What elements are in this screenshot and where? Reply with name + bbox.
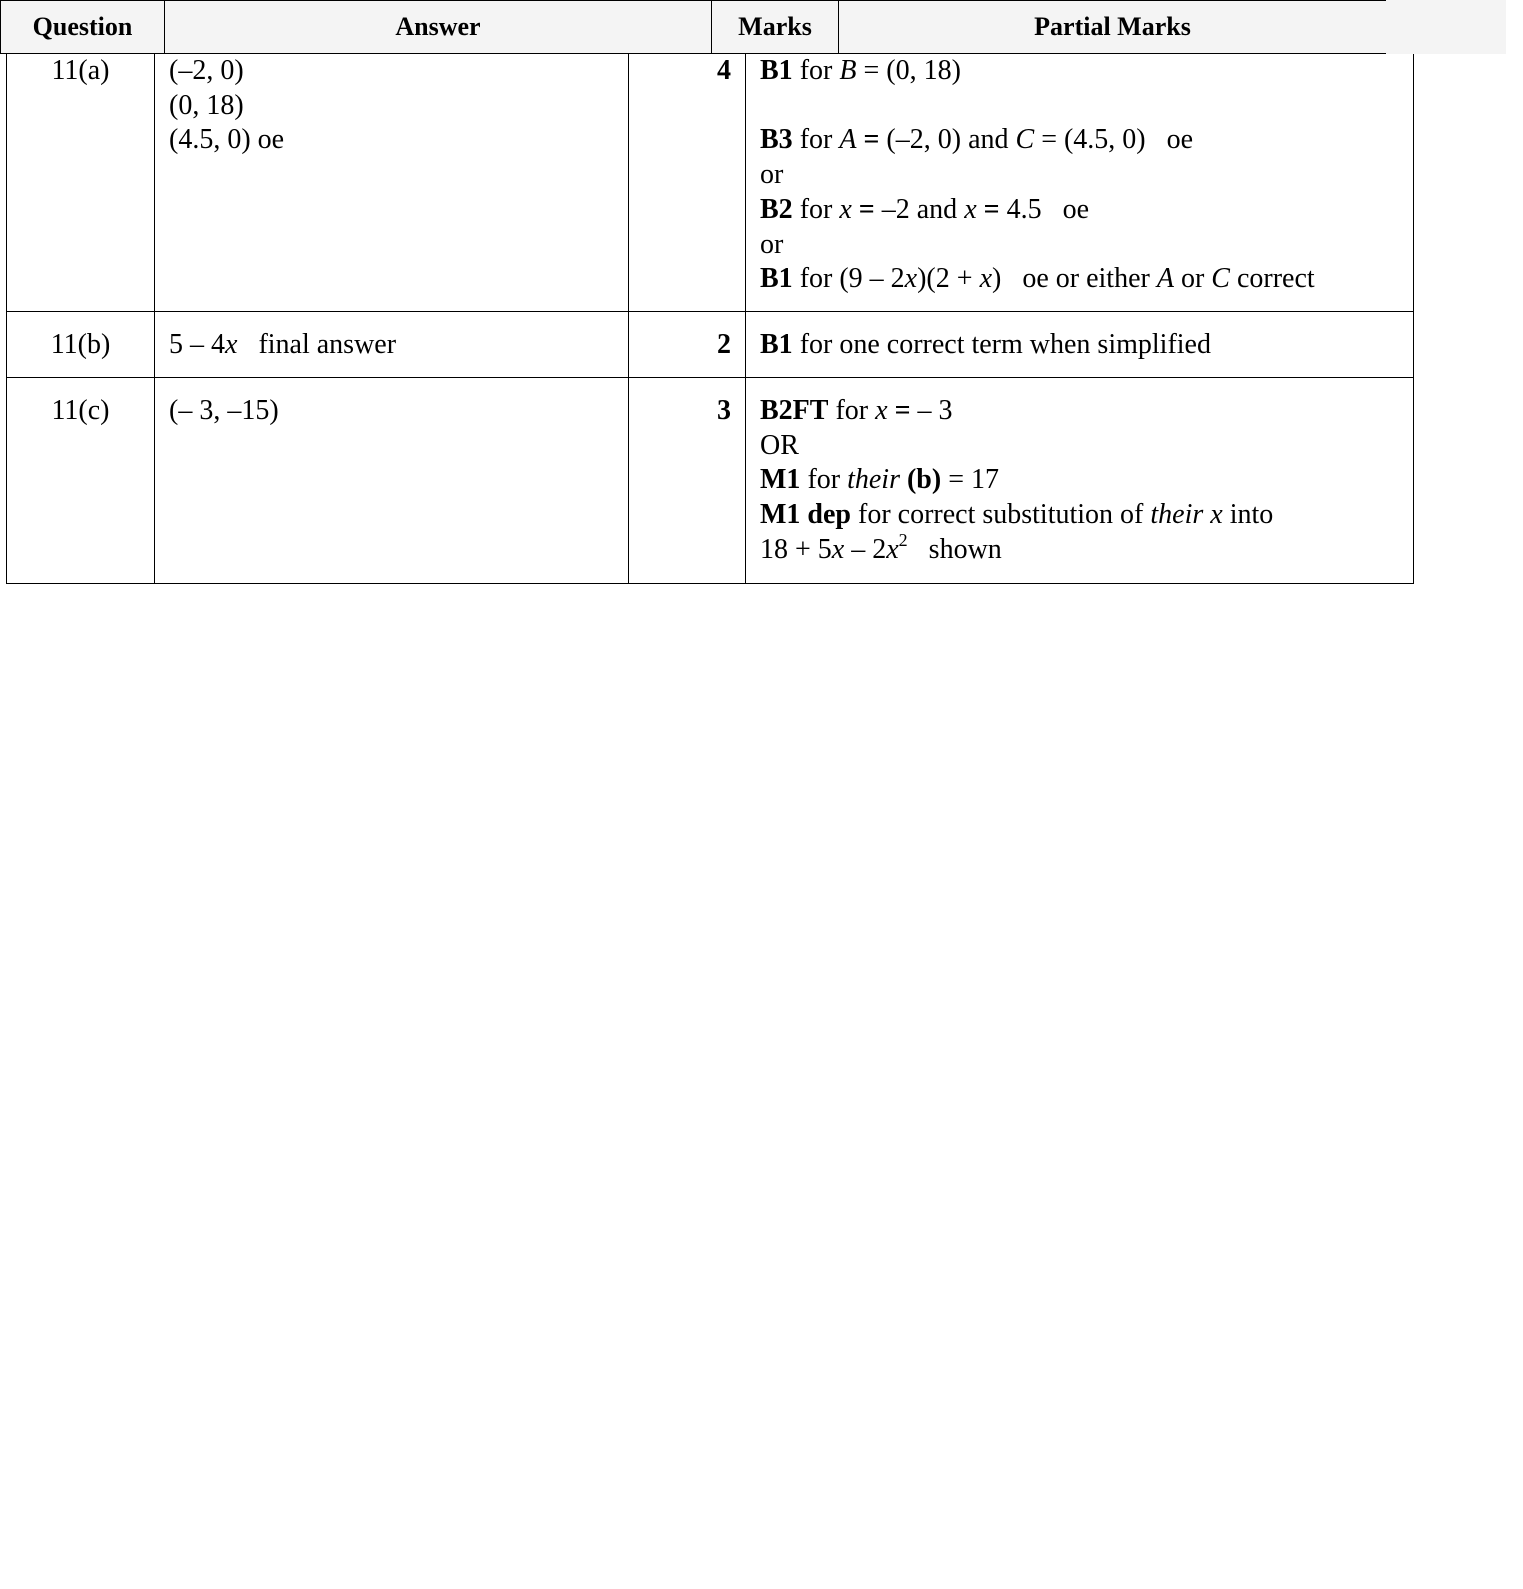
mark-scheme-table xyxy=(6,54,1414,584)
question-cell: 11(b) xyxy=(7,312,155,378)
answer-line: (4.5, 0) oe xyxy=(169,124,285,156)
partial-line: or xyxy=(760,228,784,260)
partial-marks-cell xyxy=(746,312,1414,378)
partial-marks-cell xyxy=(746,54,1414,312)
table-row xyxy=(7,378,1414,584)
partial-line: B1 for one correct term when simplified xyxy=(760,329,1211,360)
header-filler xyxy=(1386,0,1506,54)
answer-line: (–2, 0) xyxy=(169,55,244,86)
answer-line: 5 – 4x final answer xyxy=(169,329,397,360)
partial-line: B1 for (9 – 2x)(2 + x) oe or either A or C correct xyxy=(760,263,1315,295)
table-row xyxy=(7,54,1414,312)
partial-line: OR xyxy=(760,429,799,461)
partial-line: B2 for x = –2 and x = 4.5 oe xyxy=(760,193,1090,225)
answer-cell xyxy=(155,54,629,312)
partial-line: B3 for A = (–2, 0) and C = (4.5, 0) oe xyxy=(760,124,1194,156)
header-marks: Marks xyxy=(711,0,839,54)
answer-line: (0, 18) xyxy=(169,89,244,121)
answer-cell xyxy=(155,378,629,584)
answer-cell xyxy=(155,312,629,378)
marks-cell: 2 xyxy=(629,312,746,378)
table-row xyxy=(7,312,1414,378)
header-question: Question xyxy=(0,0,165,54)
marks-cell: 3 xyxy=(629,378,746,584)
answer-line: (– 3, –15) xyxy=(169,395,279,426)
question-cell: 11(a) xyxy=(7,54,155,312)
partial-marks-cell xyxy=(746,378,1414,584)
question-cell: 11(c) xyxy=(7,378,155,584)
partial-line: $18 + 5x - 2x^2$ shown xyxy=(760,529,1002,565)
partial-line xyxy=(760,89,1413,124)
marks-cell: 4 xyxy=(629,54,746,312)
partial-line: M1 for their (b) = 17 xyxy=(760,464,1000,496)
partial-line: M1 dep for correct substitution of their x into xyxy=(760,499,1274,531)
header-answer: Answer xyxy=(164,0,712,54)
partial-line: B2FT for x = – 3 xyxy=(760,395,953,426)
header-partial-marks: Partial Marks xyxy=(838,0,1387,54)
partial-line: B1 for B = (0, 18) xyxy=(760,55,961,86)
partial-line: or xyxy=(760,159,784,191)
